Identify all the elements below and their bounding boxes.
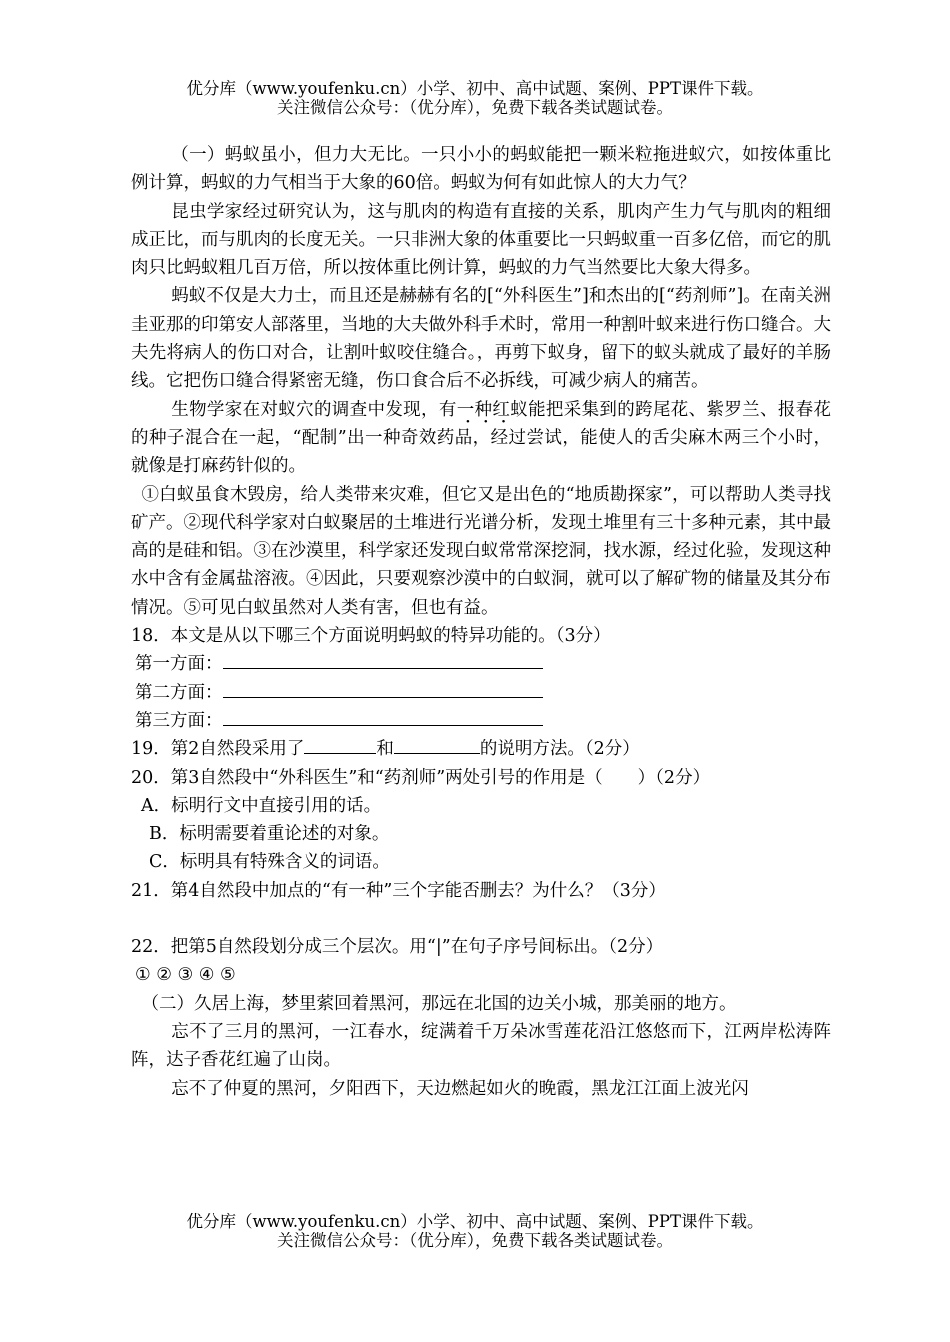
q20-option-c: C．标明具有特殊含义的词语。 <box>149 852 390 873</box>
answer-blank[interactable] <box>223 707 543 726</box>
dotted-char: 一 <box>456 399 475 420</box>
q18-line-3 <box>131 707 831 735</box>
passage2-paragraph-2: 忘不了三月的黑河，一江春水，绽满着千万朵冰雪莲花沿江悠悠而下，江两岸松涛阵阵，达子香花红遍了山岗。 <box>131 1021 831 1071</box>
passage2-paragraph-3: 忘不了仲夏的黑河，夕阳西下，天边燃起如火的晚霞，黑龙江江面上波光闪 <box>171 1078 749 1099</box>
q18-label-3: 第三方面： <box>135 710 223 731</box>
q22-markers: ① ② ③ ④ ⑤ <box>135 965 236 986</box>
answer-blank[interactable] <box>304 735 376 754</box>
p4-text-after: 红蚁能把采集到的跨尾花、紫罗兰、报春花的种子混合在一起，“配制”出一种奇效药品，经过尝试，能使人的舌尖麻木两三个小时，就像是打麻药针似的。 <box>131 399 832 477</box>
question-21: 21．第4自然段中加点的“有一种”三个字能否删去？为什么？（3分） <box>131 880 666 901</box>
q18-line-2 <box>131 679 831 707</box>
q18-label-2: 第二方面： <box>135 682 223 703</box>
dotted-char: 种 <box>474 399 493 420</box>
answer-blank[interactable] <box>223 650 543 669</box>
q18-line-1 <box>131 650 831 678</box>
p4-text-before: 生物学家在对蚁穴的调查中发现， <box>171 399 439 420</box>
q19-text-2: 和 <box>376 739 394 760</box>
question-18: 18．本文是从以下哪三个方面说明蚂蚁的特异功能的。（3分） <box>131 626 611 647</box>
q19-text-3: 的说明方法。（2分） <box>479 739 640 760</box>
q18-label-1: 第一方面： <box>135 654 223 675</box>
passage1-paragraph-5: ①白蚁虽食木毁房，给人类带来灾难，但它又是出色的“地质勘探家”，可以帮助人类寻找矿产。②现代科学家对白蚁聚居的土堆进行光谱分析，发现土堆里有三十多种元素，其中最高的是硅和铝。③在沙漠里，科学家还发现白蚁常常深挖洞，找水源，经过化验，发现这种水中含有金属盐溶液。④因此，只要观察沙漠中的白蚁洞，就可以了解矿物的储量及其分布情况。⑤可见白蚁虽然对人类有害，但也有益。 <box>131 484 831 618</box>
passage2-paragraph-1: （二）久居上海，梦里萦回着黑河，那远在北国的边关小城，那美丽的地方。 <box>141 993 737 1014</box>
footer-line-2: 关注微信公众号：（优分库），免费下载各类试题试卷。 <box>277 1231 673 1250</box>
answer-space[interactable] <box>131 905 831 933</box>
q20-option-b: B．标明需要着重论述的对象。 <box>149 824 390 845</box>
page-header <box>0 79 950 117</box>
page-footer <box>0 1212 950 1250</box>
header-line-1: 优分库（www.youfenku.cn）小学、初中、高中试题、案例、PPT课件下载。 <box>186 79 764 98</box>
q19-text-1: 19．第2自然段采用了 <box>131 739 305 760</box>
question-19 <box>131 735 831 763</box>
passage1-paragraph-4 <box>131 396 831 481</box>
question-22: 22．把第5自然段划分成三个层次。用“|”在句子序号间标出。（2分） <box>131 937 664 958</box>
document-body <box>131 141 831 1103</box>
dotted-char: 有 <box>438 399 457 420</box>
answer-blank[interactable] <box>223 679 543 698</box>
passage1-paragraph-2: 昆虫学家经过研究认为，这与肌肉的构造有直接的关系，肌肉产生力气与肌肉的粗细成正比，而与肌肉的长度无关。一只非洲大象的体重要比一只蚂蚁重一百多亿倍，而它的肌肉只比蚂蚁粗几百万倍，所以按体重比例计算，蚂蚁的力气当然要比大象大得多。 <box>131 201 831 279</box>
header-line-2: 关注微信公众号：（优分库），免费下载各类试题试卷。 <box>277 98 673 117</box>
passage1-paragraph-3: 蚂蚁不仅是大力士，而且还是赫赫有名的[“外科医生”]和杰出的[“药剂师”]。在南关洲圭亚那的印第安人部落里，当地的大夫做外科手术时，常用一种割叶蚁来进行伤口缝合。大夫先将病人的伤口对合，让割叶蚁咬住缝合。，再剪下蚁身，留下的蚁头就成了最好的羊肠线。它把伤口缝合得紧密无缝，伤口食合后不必拆线，可减少病人的痛苦。 <box>131 286 831 392</box>
q20-option-a: A．标明行文中直接引用的话。 <box>141 795 382 816</box>
footer-line-1: 优分库（www.youfenku.cn）小学、初中、高中试题、案例、PPT课件下载。 <box>186 1212 764 1231</box>
question-20: 20．第3自然段中“外科医生”和“药剂师”两处引号的作用是（ ）（2分） <box>131 767 711 788</box>
answer-blank[interactable] <box>394 735 480 754</box>
passage1-paragraph-1: （一）蚂蚁虽小，但力大无比。一只小小的蚂蚁能把一颗米粒拖进蚁穴，如按体重比例计算，蚂蚁的力气相当于大象的60倍。蚂蚁为何有如此惊人的大力气？ <box>131 145 831 194</box>
